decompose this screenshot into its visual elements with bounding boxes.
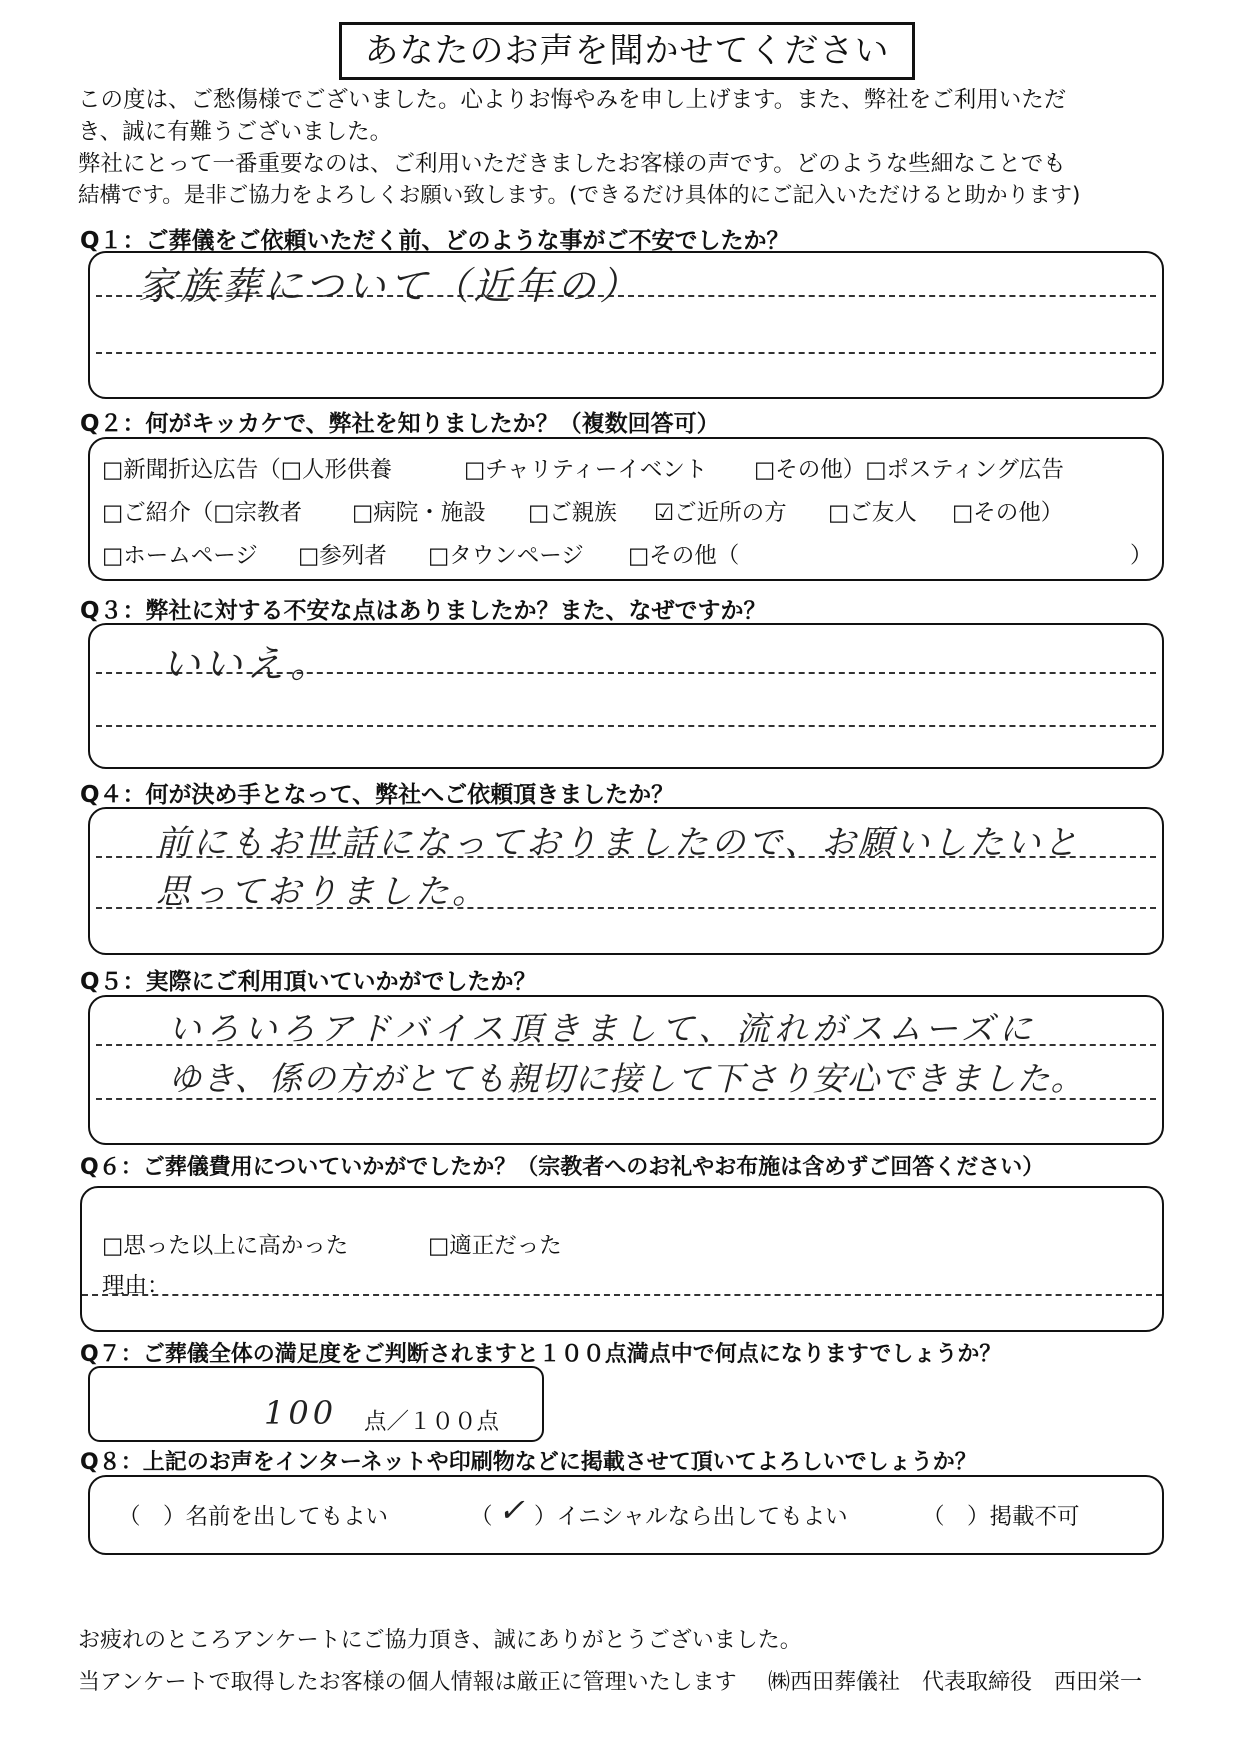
intro-line-3: 弊社にとって一番重要なのは、ご利用いただきましたお客様の声です。どのような些細なことでも [78, 151, 1066, 177]
q6-label: Q６：ご葬儀費用についていかがでしたか？（宗教者へのお礼やお布施は含めずご回答ください） [80, 1155, 1045, 1180]
q8-option-initial: ）イニシャルなら出してもよい [534, 1504, 848, 1530]
q6-reason-label: 理由： [102, 1273, 170, 1299]
q7-score-suffix: 点／１００点 [364, 1409, 500, 1435]
q5-answer-line-1: いろいろアドバイス頂きまして、流れがスムーズに [168, 1009, 1038, 1048]
footer-privacy: 当アンケートで取得したお客様の個人情報は厳正に管理いたします [78, 1670, 737, 1695]
q2-option: □その他） [952, 500, 1064, 526]
q7-score: 100 [264, 1394, 338, 1432]
q1-answer: 家族葬について（近年の） [138, 264, 642, 308]
q2-option: □その他（ [628, 543, 740, 569]
q1-label: Q１：ご葬儀をご依頼いただく前、どのような事がご不安でしたか？ [80, 228, 790, 254]
q3-label: Q３：弊社に対する不安な点はありましたか？また、なぜですか？ [80, 598, 767, 624]
q4-answer-line-1: 前にもお世話になっておりましたので、お願いしたいと [156, 823, 1081, 863]
q8-option-no: （ ）掲載不可 [922, 1504, 1080, 1530]
q2-option: □新聞折込広告（□人形供養 [102, 457, 393, 483]
q2-option: □ご親族 [528, 500, 617, 526]
q6-dash-line [82, 1294, 1162, 1296]
q5-answer-box [88, 995, 1164, 1145]
q1-dash-line [96, 352, 1156, 354]
q8-option-initial-open: （ [470, 1504, 493, 1530]
intro-line-1: この度は、ご愁傷様でございました。心よりお悔やみを申し上げます。また、弊社をご利用いただ [78, 87, 1067, 113]
q5-label: Q５：実際にご利用頂いていかがでしたか？ [80, 969, 537, 995]
q2-option: □ご友人 [828, 500, 917, 526]
check-mark-icon: ✓ [498, 1491, 525, 1529]
page-title: あなたのお声を聞かせてください [339, 22, 915, 80]
q4-answer-line-2: 思っておりました。 [156, 872, 489, 912]
q2-option-close: ） [1130, 543, 1153, 569]
q3-answer: いいえ。 [162, 642, 333, 686]
intro-line-4: 結構です。是非ご協力をよろしくお願い致します。(できるだけ具体的にご記入いただけると助かります) [78, 183, 1081, 208]
q8-option-name: （ ）名前を出してもよい [118, 1504, 389, 1530]
q5-answer-line-2: ゆき、係の方がとても親切に接して下さり安心できました。 [168, 1059, 1085, 1098]
q6-answer-box [80, 1186, 1164, 1332]
q4-answer-box [88, 807, 1164, 955]
q2-option: □ホームページ [102, 543, 258, 569]
q6-option-expensive: □思った以上に高かった [102, 1233, 349, 1259]
q2-option: □その他）□ポスティング広告 [754, 457, 1064, 483]
footer-thanks: お疲れのところアンケートにご協力頂き、誠にありがとうございました。 [78, 1628, 802, 1653]
q3-dash-line [96, 725, 1156, 727]
q6-option-fair: □適正だった [428, 1233, 562, 1259]
q3-answer-box [88, 623, 1164, 769]
q2-option: □参列者 [298, 543, 387, 569]
q8-options-box [88, 1475, 1164, 1555]
footer-company: ㈱西田葬儀社 代表取締役 西田栄一 [768, 1670, 1143, 1695]
q2-option-checked: ☑ご近所の方 [654, 500, 787, 526]
q1-answer-box [88, 251, 1164, 399]
q2-options-box [88, 437, 1164, 581]
q2-label: Q２：何がキッカケで、弊社を知りましたか？（複数回答可） [80, 411, 720, 437]
q7-label: Q７：ご葬儀全体の満足度をご判断されますと１００点満点中で何点になりますでしょうか？ [80, 1342, 1002, 1367]
intro-line-2: き、誠に有難うございました。 [78, 119, 393, 145]
q7-score-box [88, 1366, 544, 1442]
q2-option: □ご紹介（□宗教者 [102, 500, 303, 526]
q4-label: Q４：何が決め手となって、弊社へご依頼頂きましたか？ [80, 782, 675, 808]
q2-option: □チャリティーイベント [464, 457, 708, 483]
q2-option: □タウンページ [428, 543, 584, 569]
q2-option: □病院・施設 [352, 500, 486, 526]
q8-label: Q８：上記のお声をインターネットや印刷物などに掲載させて頂いてよろしいでしょうか？ [80, 1450, 977, 1475]
